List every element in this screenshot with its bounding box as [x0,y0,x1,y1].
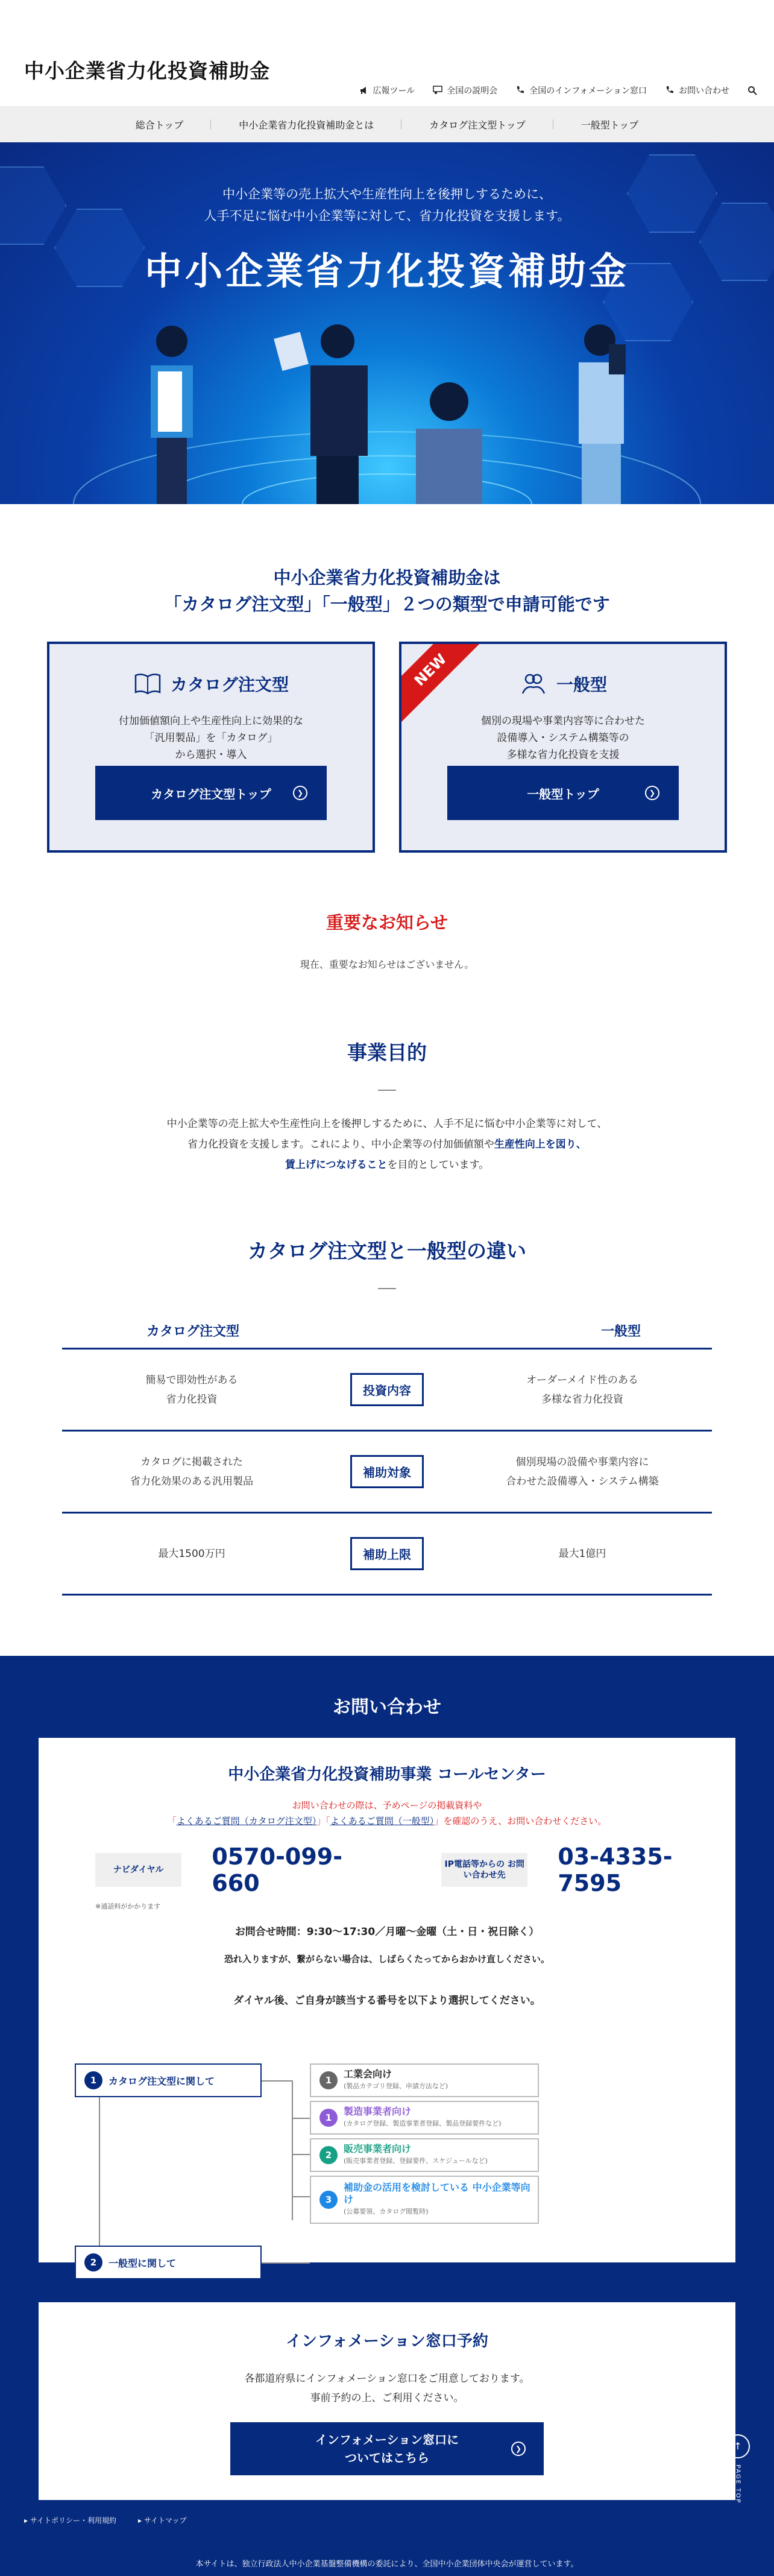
connector-line [292,2080,293,2220]
hero-subtitle-line1: 中小企業等の売上拡大や生産性向上を後押しするために、 [222,187,552,201]
navi-dial-label: ナビダイヤル [95,1853,181,1887]
intro-heading [0,564,774,617]
navi-dial-number[interactable]: 0570-099-660 [212,1843,342,1896]
page-top-button[interactable] [726,2434,750,2504]
purpose-line-bold: 生産性向上を図り、 [494,1138,587,1151]
sitemap-link[interactable]: ▸ サイトマップ [138,2516,187,2525]
dial-sub-label: 販売事業者向け [344,2143,412,2155]
nav-item-about[interactable]: 中小企業省力化投資補助金とは [211,118,401,131]
apology-text: 恐れ入りますが、繋がらない場合は、しばらくたってからおかけ直しください。 [224,1954,550,1965]
general-top-button[interactable] [447,766,679,820]
card-general [399,642,727,853]
card-description [401,713,725,763]
note-line: お問い合わせの際は、予めページの掲載資料や [292,1800,482,1811]
dial-sub-text [344,2106,502,2130]
arrow-right-icon: ❯ [511,2442,526,2456]
search-icon [747,86,757,95]
card-desc-line: から選択・導入 [175,749,247,761]
card-title-text: 一般型 [556,675,607,695]
dial-sub-text [344,2143,488,2167]
dial-sub-option [310,2063,539,2097]
dial-sub-note: (公募要領、カタログ閲覧時) [344,2208,429,2215]
dial-sub-label: 工業会向け [344,2068,392,2080]
call-center-note [39,1798,735,1829]
dial-sub-label: 製造事業者向け [344,2106,412,2117]
button-label-line: ついてはこちら [344,2451,429,2465]
table-row [62,1514,712,1596]
site-title[interactable]: 中小企業省力化投資補助金 [24,59,270,83]
reservation-desc-line: 事前予約の上、ご利用ください。 [310,2392,464,2404]
type-cards [0,642,774,853]
briefing-link[interactable] [433,84,497,96]
phone-numbers [95,1843,735,1896]
cell-line: 合わせた設備導入・システム構築 [506,1475,659,1488]
ip-phone-number[interactable]: 03-4335-7595 [558,1843,673,1896]
intro-heading-line2: 「カタログ注文型」「一般型」２つの類型で申請可能です [164,594,610,614]
table-row [62,1432,712,1514]
card-title-text: カタログ注文型 [170,675,289,695]
cell-catalog [62,1453,321,1491]
arrow-up-icon: ↑ [726,2434,750,2458]
dial-option-label: カタログ注文型に関して [109,2075,215,2087]
card-title [49,672,373,696]
cell-label [321,1537,453,1570]
phone-icon [665,86,675,95]
cell-general [453,1371,712,1409]
column-header-general: 一般型 [600,1324,641,1339]
cell-catalog [62,1371,321,1409]
cell-line: 多様な省力化投資 [541,1393,623,1406]
reservation-box [39,2302,735,2500]
site-header [0,0,774,106]
connector-line [292,2118,310,2119]
dial-sub-note: (製品カテゴリ登録、申請方法など) [344,2082,448,2090]
dial-sub-note: (カタログ登録、製造事業者登録、製品登録要件など) [344,2120,502,2127]
note-line: 「よくあるご質問（カタログ注文型）」「よくあるご質問（一般型）」を確認のうえ、お問い合わせください。 [167,1816,607,1826]
dial-sub-label: 補助金の活用を検討している 中小企業等向け [344,2182,530,2205]
comparison-table [62,1313,712,1596]
contact-section [0,1656,774,2576]
button-label: カタログ注文型トップ [151,786,271,801]
cell-label [321,1455,453,1488]
pr-tools-label: 広報ツール [373,86,415,96]
dial-sub-note: (販売事業者登録、登録要件、スケジュールなど) [344,2157,488,2165]
hero-title: 中小企業省力化投資補助金 [144,249,629,293]
reservation-title: インフォメーション窓口予約 [286,2332,488,2350]
button-label [315,2431,459,2467]
copyright: 本サイトは、独立行政法人中小企業基盤整備機構の委託により、全国中小企業団体中央会が運営しています。 [195,2560,579,2569]
table-row [62,1350,712,1432]
purpose-line-text: 省力化投資を支援します。これにより、中小企業等の付加価値額や [187,1138,494,1151]
card-desc-line: 個別の現場や事業内容等に合わせた [481,715,645,727]
search-button[interactable] [747,86,757,95]
purpose-line-text: を目的としています。 [387,1159,489,1171]
pr-tools-link[interactable] [359,84,415,96]
cell-line: 個別現場の設備や事業内容に [515,1456,649,1468]
divider [378,1090,396,1091]
connector-line [292,2196,310,2197]
reservation-desc-line: 各都道府県にインフォメーション窓口をご用意しております。 [244,2373,530,2385]
info-window-button[interactable] [230,2422,544,2475]
faq-general-link[interactable]: よくあるご質問（一般型） [330,1816,435,1826]
notice-text: 現在、重要なお知らせはございません。 [300,959,474,970]
catalog-top-button[interactable] [95,766,327,820]
site-policy-label: サイトポリシー・利用規約 [30,2516,117,2525]
card-desc-line: 「汎用製品」を「カタログ」 [144,732,278,744]
button-label: 一般型トップ [527,786,599,801]
row-label: 補助上限 [350,1537,424,1570]
card-desc-line: 設備導入・システム構築等の [497,732,629,744]
purpose-line [0,1155,774,1175]
info-window-label: 全国のインフォメーション窓口 [529,86,647,96]
nav-item-top[interactable]: 総合トップ [108,118,212,131]
cell-line: 最大1500万円 [158,1547,225,1560]
business-hours: お問合せ時間：9:30〜17:30／月曜〜金曜（土・日・祝日除く） [234,1926,540,1938]
footer-links [24,2515,187,2525]
dial-sub-option [310,2176,539,2224]
number-badge: 2 [319,2146,338,2164]
row-label: 投資内容 [350,1373,424,1406]
cell-line: オーダーメイド性のある [526,1374,638,1386]
hero-subtitle-line2: 人手不足に悩む中小企業等に対して、省力化投資を支援します。 [204,209,570,223]
cell-line: カタログに掲載された [140,1456,243,1468]
nav-item-general[interactable]: 一般型トップ [580,119,639,131]
briefing-label: 全国の説明会 [447,86,498,96]
row-label: 補助対象 [350,1455,424,1488]
number-badge: 1 [84,2071,102,2089]
comparison-title: カタログ注文型と一般型の違い [248,1239,526,1263]
purpose-line-bold: 賃上げにつなげること [285,1159,388,1171]
call-center-box [39,1738,735,2269]
intro-heading-line1: 中小企業省力化投資補助金は [273,567,501,588]
cell-line: 省力化効果のある汎用製品 [130,1475,253,1488]
column-header-catalog: カタログ注文型 [146,1324,240,1339]
connector-line [292,2154,310,2155]
dial-option-catalog [75,2063,262,2097]
cell-general [453,1453,712,1491]
phone-icon [515,86,525,95]
number-badge: 1 [319,2071,338,2089]
global-nav [0,106,774,142]
card-description [49,713,373,763]
arrow-right-icon: ❯ [293,786,307,800]
note-tail: を確認のうえ、お問い合わせください。 [443,1816,607,1826]
site-policy-link[interactable]: ▸ サイトポリシー・利用規約 [24,2516,117,2525]
card-desc-line: 付加価値額向上や生産性向上に効果的な [119,715,303,727]
purpose-line: 中小企業等の売上拡大や生産性向上を後押しするために、人手不足に悩む中小企業等に対して、 [166,1118,608,1130]
purpose-text [0,1114,774,1175]
inquiry-link[interactable] [665,84,729,96]
card-catalog [47,642,375,853]
sitemap-label: サイトマップ [143,2516,187,2525]
arrow-right-icon: ❯ [645,786,659,800]
dial-option-general [75,2246,262,2279]
utility-nav [359,84,757,96]
cell-general [453,1544,712,1564]
dial-sub-option [310,2138,539,2172]
megaphone-icon [359,86,369,95]
dial-sub-option [310,2101,539,2135]
cell-catalog [62,1544,321,1564]
card-title [401,672,725,696]
nav-item-catalog[interactable]: カタログ注文型トップ [401,118,553,131]
card-desc-line: 多様な省力化投資を支援 [506,749,620,761]
ip-phone-label: IP電話等からの お問い合わせ先 [441,1853,527,1887]
inquiry-label: お問い合わせ [679,86,729,96]
dial-flow-diagram [39,2063,735,2269]
notice-title: 重要なお知らせ [326,912,448,933]
number-badge: 1 [319,2109,338,2127]
purpose-title: 事業目的 [347,1041,427,1064]
dial-option-label: 一般型に関して [109,2257,177,2269]
dial-sub-text [344,2068,448,2092]
number-badge: 2 [84,2253,102,2271]
faq-catalog-link[interactable]: よくあるご質問（カタログ注文型） [176,1816,317,1826]
reservation-description [39,2369,735,2408]
number-badge: 3 [319,2191,338,2209]
call-center-title: 中小企業省力化投資補助事業 コールセンター [228,1766,546,1784]
dial-instruction: ダイヤル後、ご自身が該当する番号を以下より選択してください。 [233,1995,541,2007]
page-top-label: PAGE TOP [734,2464,741,2504]
info-window-link[interactable] [515,84,647,96]
handshake-icon [519,672,548,696]
new-badge: NEW [399,642,485,724]
contact-title: お問い合わせ [333,1697,441,1718]
hero-subtitle [0,183,774,227]
presentation-icon [433,86,442,95]
purpose-line [0,1134,774,1155]
divider [378,1288,396,1289]
cell-line: 簡易で即効性がある [145,1374,238,1386]
cell-line: 最大1億円 [558,1547,606,1560]
cell-label [321,1373,453,1406]
cell-line: 省力化投資 [166,1393,218,1406]
comparison-header [62,1313,712,1350]
hero-banner [0,142,774,504]
dial-sub-text [344,2182,538,2218]
hero-illustration [0,323,774,504]
button-label-line: インフォメーション窓口に [315,2432,459,2447]
call-charge-note: ※通話料がかかります [95,1902,161,1910]
book-icon [133,672,162,696]
